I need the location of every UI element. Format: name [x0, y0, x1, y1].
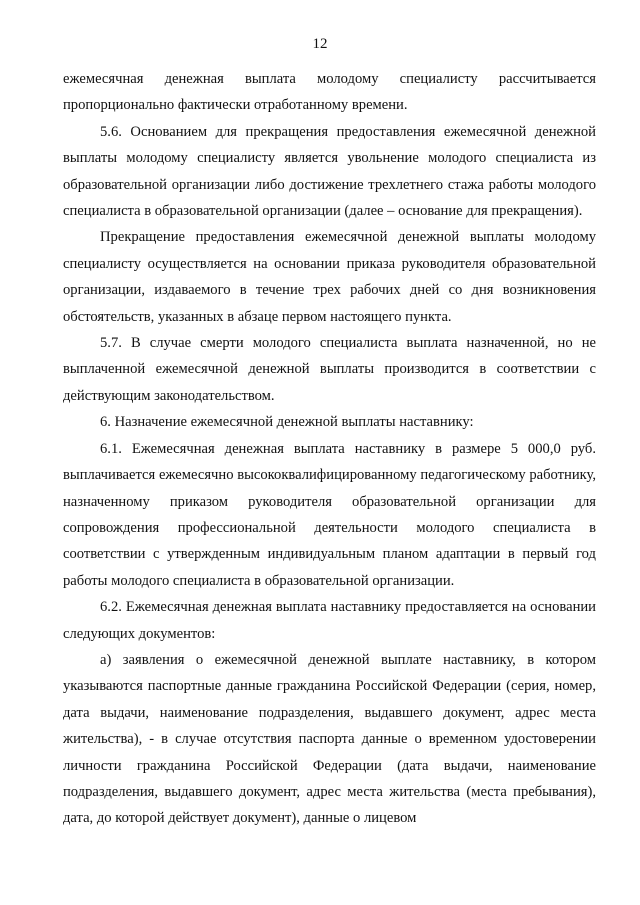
paragraph-termination: Прекращение предоставления ежемесячной денежной выплаты молодому специалисту осуществляется на основании приказа руководителя образовательной организации, издаваемого в течение трех рабочих дней со дня возникновения обстоятельств, указанных в абзаце первом настоящего пункта. — [63, 229, 596, 325]
paragraph-6-2-a: а) заявления о ежемесячной денежной выплате наставнику, в котором указываются паспортные данные гражданина Российской Федерации (серия, номер, дата выдачи, наименование подразделения, выдавшего документ, адрес места жительства), - в случае отсутствия паспорта данные о временном удостоверении личности гражданина Российской Федерации (дата выдачи, наименование подразделения, выдавшего документ, адрес места жительства (места пребывания), дата, до которой действует документ), данные о лицевом — [63, 651, 596, 827]
paragraph-6-1: 6.1. Ежемесячная денежная выплата наставнику в размере 5 000,0 руб. выплачивается ежемесячно высококвалифицированному педагогическому работнику, назначенному приказом руководителя образовательной организации для сопровождения профессиональной деятельности молодого специалиста в соответствии с утвержденным индивидуальным планом адаптации в первый год работы молодого специалиста в образовательной организации. — [63, 440, 596, 589]
paragraph-6: 6. Назначение ежемесячной денежной выплаты наставнику: — [100, 414, 474, 431]
paragraph-continuation: ежемесячная денежная выплата молодому специалисту рассчитывается пропорционально фактически отработанному времени. — [63, 71, 596, 114]
paragraph-5-6: 5.6. Основанием для прекращения предоставления ежемесячной денежной выплаты молодому специалисту является увольнение молодого специалиста из образовательной организации либо достижение трехлетнего стажа работы молодого специалиста в образовательной организации (далее – основание для прекращения). — [63, 123, 596, 220]
paragraph-5-7: 5.7. В случае смерти молодого специалиста выплата назначенной, но не выплаченной ежемесячной денежной выплаты производится в соответствии с действующим законодательством. — [63, 335, 596, 404]
paragraph-6-2: 6.2. Ежемесячная денежная выплата наставнику предоставляется на основании следующих документов: — [63, 599, 596, 642]
page-number: 12 — [312, 36, 328, 52]
document-body — [63, 66, 596, 832]
